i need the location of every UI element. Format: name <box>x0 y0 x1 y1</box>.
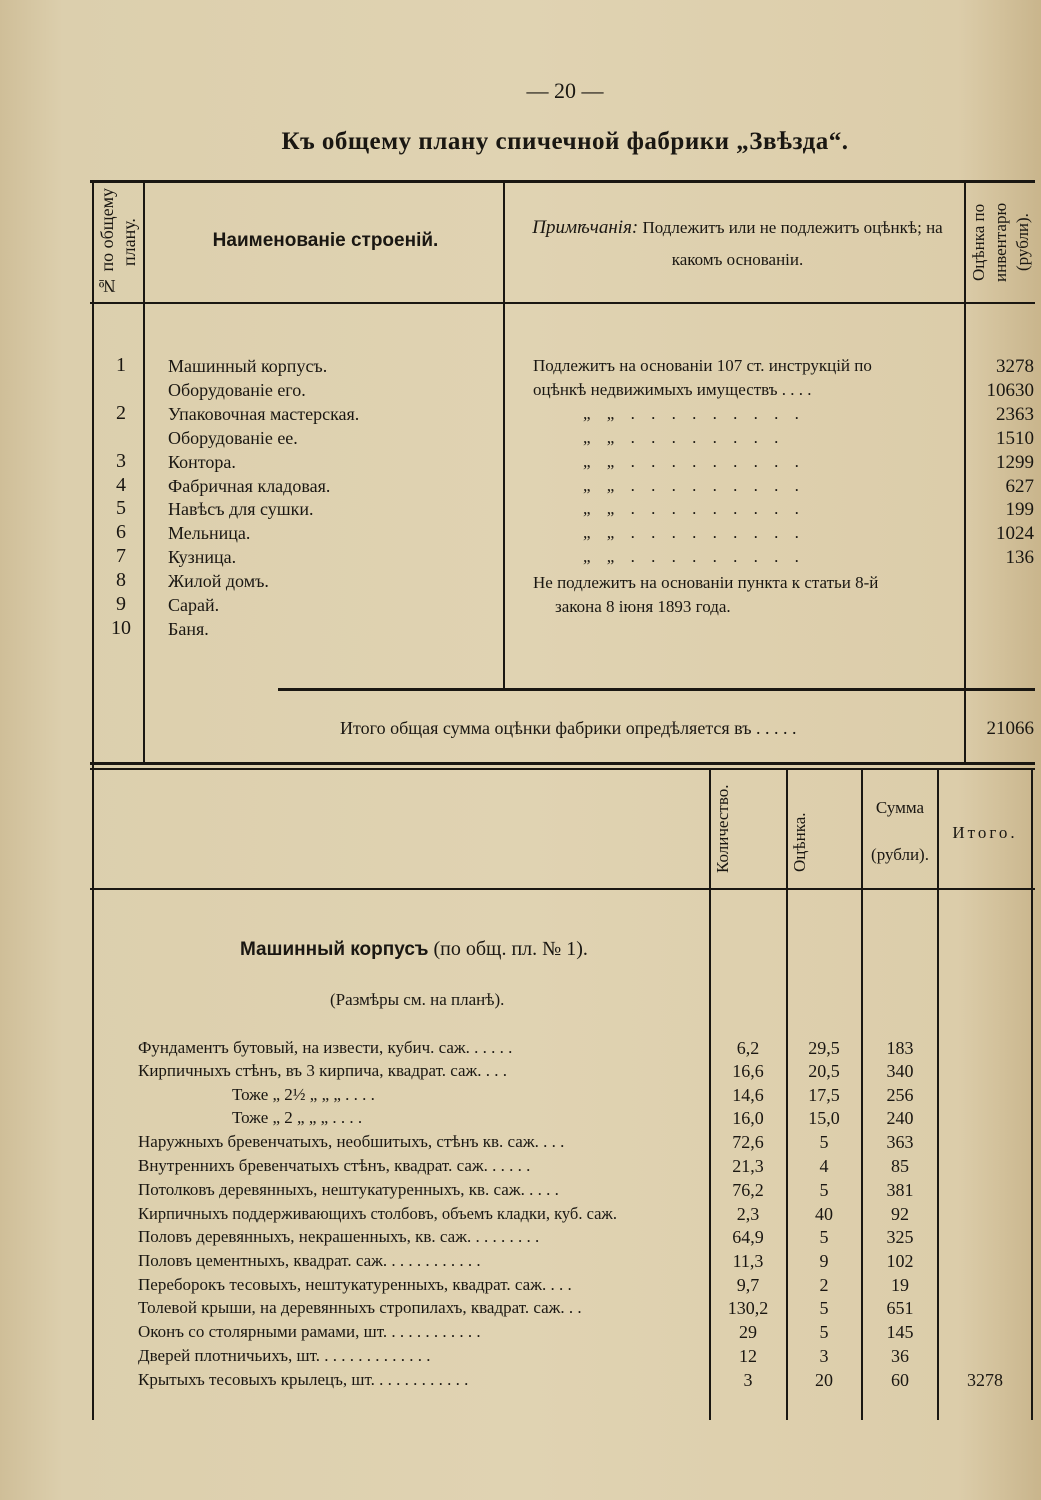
item-sum: 85 <box>891 1156 909 1176</box>
item-sum: 256 <box>886 1085 914 1105</box>
header-value-column: Оцѣнка по инвентарю (рубли). <box>969 202 1032 282</box>
row-value: 1299 <box>996 452 1034 473</box>
header-total: Итого. <box>952 823 1018 842</box>
header-rate: Оцѣнка. <box>790 812 809 872</box>
item-sum: 36 <box>891 1346 909 1366</box>
item-sum: 102 <box>886 1251 914 1271</box>
row-number: 4 <box>116 474 126 496</box>
row-name: Машинный корпусъ. <box>168 356 328 376</box>
item-rate: 9 <box>819 1251 829 1271</box>
row-name: Контора. <box>168 452 236 472</box>
section-subtitle: (Размѣры см. на планѣ). <box>330 990 505 1009</box>
row-name: Баня. <box>168 619 209 639</box>
item-qty: 14,6 <box>732 1085 764 1105</box>
row-name: Упаковочная мастерская. <box>168 404 360 424</box>
note-text: Подлежитъ или не подлежитъ оцѣнкѣ; на какомъ основаніи. <box>642 218 943 269</box>
header-note-column <box>510 212 965 276</box>
item-rate: 4 <box>819 1156 829 1176</box>
row-number: 8 <box>116 569 126 591</box>
item-qty: 130,2 <box>727 1298 769 1318</box>
row-note: „ „ . . . . . . . . . <box>583 499 805 518</box>
top-table-rule-mid <box>278 688 1035 691</box>
header-name-column: Наименованіе строеній. <box>212 230 439 251</box>
item-name: Наружныхъ бревенчатыхъ, необшитыхъ, стѣнъ кв. саж. . . . <box>138 1132 565 1151</box>
top-table-col-1 <box>92 180 94 1420</box>
item-sum: 19 <box>891 1275 909 1295</box>
item-sum: 183 <box>886 1038 914 1058</box>
item-qty: 76,2 <box>732 1180 764 1200</box>
item-name: Фундаментъ бутовый, на извести, кубич. саж. . . . . . <box>138 1038 513 1057</box>
item-sum: 340 <box>886 1061 914 1081</box>
item-qty: 21,3 <box>732 1156 764 1176</box>
bottom-table-header-rule <box>90 888 1035 890</box>
item-total: 3278 <box>967 1370 1003 1390</box>
top-table-header-rule <box>90 302 1035 304</box>
row-note: оцѣнкѣ недвижимыхъ имуществъ . . . . <box>533 380 812 399</box>
row-name: Кузница. <box>168 547 237 567</box>
section-title-rest: (по общ. пл. № 1). <box>433 938 588 960</box>
item-rate: 20 <box>815 1370 833 1390</box>
bottom-table-col-qty <box>709 770 711 1420</box>
row-number: 1 <box>116 354 126 376</box>
item-qty: 6,2 <box>736 1038 760 1058</box>
item-rate: 5 <box>819 1227 829 1247</box>
item-sum: 60 <box>891 1370 909 1390</box>
item-sum: 145 <box>886 1322 914 1342</box>
item-rate: 15,0 <box>808 1108 840 1128</box>
row-value: 2363 <box>996 404 1034 425</box>
row-number: 7 <box>116 545 126 567</box>
item-sum: 651 <box>886 1298 914 1318</box>
row-value: 199 <box>1005 499 1034 520</box>
row-name: Жилой домъ. <box>168 571 269 591</box>
row-value: 1510 <box>996 428 1034 449</box>
item-sum: 325 <box>886 1227 914 1247</box>
item-qty: 3 <box>743 1370 753 1390</box>
row-value: 10630 <box>986 380 1034 401</box>
row-value: 136 <box>1005 547 1034 568</box>
header-sum-line1: Сумма <box>875 798 925 817</box>
item-rate: 29,5 <box>808 1038 840 1058</box>
section-title-bold: Машинный корпусъ <box>240 939 429 960</box>
item-name: Дверей плотничьихъ, шт. . . . . . . . . . . . . . <box>138 1346 431 1365</box>
bottom-table-col-sum <box>861 770 863 1420</box>
item-name: Тоже „ 2½ „ „ „ . . . . <box>232 1085 375 1104</box>
row-value: 627 <box>1005 476 1034 497</box>
row-note: „ „ . . . . . . . . . <box>583 547 805 566</box>
item-qty: 9,7 <box>736 1275 760 1295</box>
row-note: „ „ . . . . . . . . <box>583 428 785 447</box>
row-name: Мельница. <box>168 523 251 543</box>
item-name: Толевой крыши, на деревянныхъ стропилахъ, квадрат. саж. . . <box>138 1298 582 1317</box>
total-value: 21066 <box>986 718 1034 739</box>
row-number: 10 <box>111 617 131 639</box>
item-rate: 40 <box>815 1204 833 1224</box>
item-qty: 29 <box>739 1322 757 1342</box>
row-note: „ „ . . . . . . . . . <box>583 452 805 471</box>
row-number: 5 <box>116 497 126 519</box>
bottom-table-rule-top <box>90 768 1035 770</box>
row-value: 3278 <box>996 356 1034 377</box>
bottom-table-right-edge <box>1031 770 1033 1420</box>
top-table-rule-top <box>90 180 1035 183</box>
row-number: 9 <box>116 593 126 615</box>
item-name: Потолковъ деревянныхъ, нештукатуренныхъ, кв. саж. . . . . <box>138 1180 559 1199</box>
row-name: Оборудованіе его. <box>168 380 306 400</box>
item-rate: 5 <box>819 1180 829 1200</box>
header-sum-line2: (рубли). <box>871 845 929 864</box>
row-name: Навѣсъ для сушки. <box>168 499 314 519</box>
item-name: Половъ цементныхъ, квадрат. саж. . . . . . . . . . . . <box>138 1251 481 1270</box>
top-table-col-3 <box>503 183 505 688</box>
row-name: Оборудованіе ее. <box>168 428 298 448</box>
row-number: 6 <box>116 521 126 543</box>
item-name: Переборокъ тесовыхъ, нештукатуренныхъ, квадрат. саж. . . . <box>138 1275 572 1294</box>
total-label: Итого общая сумма оцѣнки фабрики опредѣляется въ . . . . . <box>340 718 797 738</box>
item-rate: 3 <box>819 1346 829 1366</box>
item-name: Половъ деревянныхъ, некрашенныхъ, кв. саж. . . . . . . . . <box>138 1227 540 1246</box>
item-name: Кирпичныхъ поддерживающихъ столбовъ, объемъ кладки, куб. саж. <box>138 1204 617 1223</box>
header-number-column: № по общему плану. <box>97 187 139 297</box>
page-title: Къ общему плану спичечной фабрики „Звѣзда“. <box>281 128 849 155</box>
row-note: Не подлежитъ на основаніи пункта к статьи 8-й <box>533 573 879 592</box>
page-number: — 20 — <box>526 78 604 103</box>
section-title <box>240 938 588 961</box>
item-name: Внутреннихъ бревенчатыхъ стѣнъ, квадрат. саж. . . . . . <box>138 1156 531 1175</box>
row-note: „ „ . . . . . . . . . <box>583 404 805 423</box>
item-qty: 16,0 <box>732 1108 764 1128</box>
item-sum: 363 <box>886 1132 914 1152</box>
row-note: Подлежитъ на основаніи 107 ст. инструкцій по <box>533 356 872 375</box>
item-qty: 72,6 <box>732 1132 764 1152</box>
item-name: Тоже „ 2 „ „ „ . . . . <box>232 1108 363 1127</box>
item-name: Оконъ со столярными рамами, шт. . . . . . . . . . . . <box>138 1322 481 1341</box>
item-qty: 16,6 <box>732 1061 764 1081</box>
row-note: „ „ . . . . . . . . . <box>583 476 805 495</box>
item-qty: 64,9 <box>732 1227 764 1247</box>
item-rate: 5 <box>819 1132 829 1152</box>
item-rate: 20,5 <box>808 1061 840 1081</box>
item-name: Кирпичныхъ стѣнъ, въ 3 кирпича, квадрат. саж. . . . <box>138 1061 508 1080</box>
item-rate: 5 <box>819 1298 829 1318</box>
item-sum: 381 <box>886 1180 914 1200</box>
item-sum: 240 <box>886 1108 914 1128</box>
top-table-rule-bottom <box>90 762 1035 765</box>
row-note: „ „ . . . . . . . . . <box>583 523 805 542</box>
item-name: Крытыхъ тесовыхъ крылецъ, шт. . . . . . . . . . . . <box>138 1370 469 1389</box>
top-table-col-2 <box>143 183 145 762</box>
row-number: 3 <box>116 450 126 472</box>
item-rate: 5 <box>819 1322 829 1342</box>
item-rate: 17,5 <box>808 1085 840 1105</box>
item-qty: 2,3 <box>736 1204 760 1224</box>
bottom-table-col-rate <box>786 770 788 1420</box>
item-qty: 12 <box>739 1346 757 1366</box>
row-value: 1024 <box>996 523 1034 544</box>
row-name: Сарай. <box>168 595 220 615</box>
row-note: закона 8 іюня 1893 года. <box>555 597 731 616</box>
header-quantity: Количество. <box>713 784 732 874</box>
item-sum: 92 <box>891 1204 909 1224</box>
bottom-table-col-total <box>937 770 939 1420</box>
row-name: Фабричная кладовая. <box>168 476 331 496</box>
item-qty: 11,3 <box>732 1251 764 1271</box>
item-rate: 2 <box>819 1275 829 1295</box>
note-label: Примѣчанія: <box>532 217 639 238</box>
row-number: 2 <box>116 402 126 424</box>
